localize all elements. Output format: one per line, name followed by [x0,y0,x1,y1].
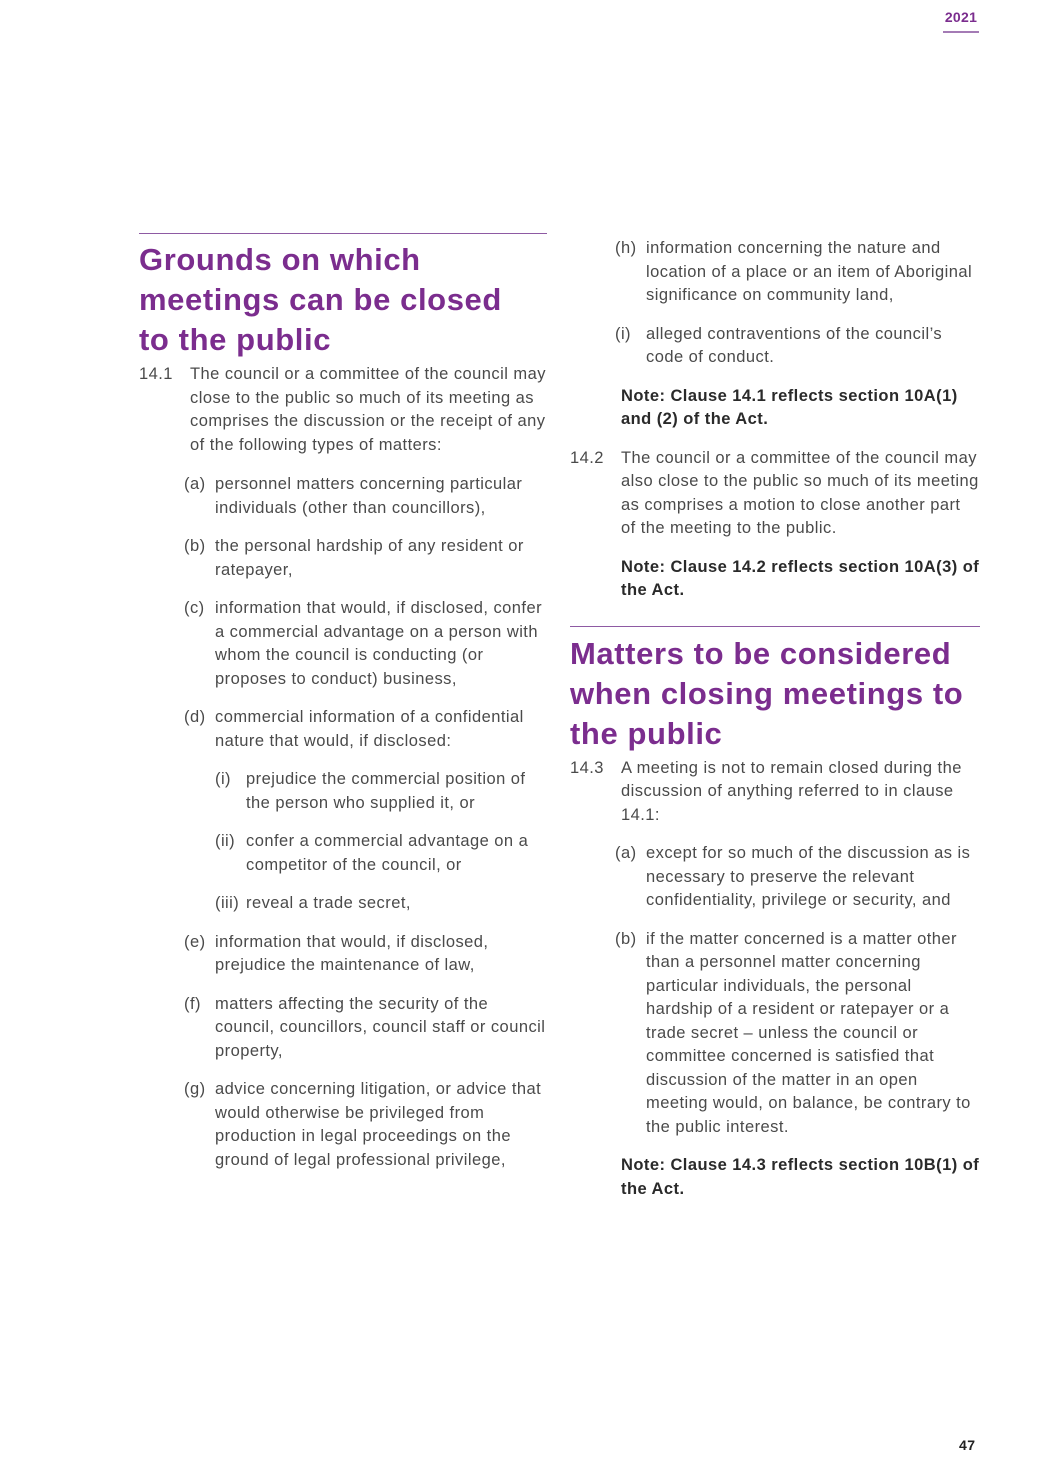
item-label: (i) [615,324,632,343]
right-column [570,237,980,1201]
note-14-3: Note: Clause 14.3 reflects section 10B(1) of the Act. [621,1156,980,1198]
item-text: confer a commercial advantage on a competitor of the council, or [246,832,529,874]
sub-list-item [215,768,547,815]
item-text: alleged contraventions of the council’s code of conduct. [646,324,943,366]
list-item [615,842,980,913]
clause-number: 14.1 [139,365,173,383]
list-item [184,993,547,1064]
list-item [615,928,980,1140]
item-text: advice concerning litigation, or advice that would otherwise be privileged from production in legal proceedings on the ground of legal professional privilege, [215,1080,542,1169]
item-label: (i) [215,770,232,788]
item-label: (b) [615,929,637,948]
note-14-1: Note: Clause 14.1 reflects section 10A(1) and (2) of the Act. [621,386,958,428]
clause-text: The council or a committee of the council may close to the public so much of its meeting as comprises the discussion or the receipt of any of the following types of matters: [190,365,546,454]
clause-14-2 [570,447,980,541]
section-heading-matters: Matters to be considered when closing meetings to the public [570,635,964,751]
list-item [184,931,547,978]
section-divider [570,626,980,627]
item-text: except for so much of the discussion as is necessary to preserve the relevant confidentiality, privilege or security, and [646,844,971,909]
item-text: matters affecting the security of the council, councillors, council staff or council property, [215,994,546,1060]
item-text: commercial information of a confidential nature that would, if disclosed: [215,708,524,750]
item-text: personnel matters concerning particular individuals (other than councillors), [215,475,523,517]
item-label: (e) [184,932,206,951]
page-number: 47 [959,1437,976,1453]
list-item [184,535,547,582]
item-label: (a) [184,475,206,493]
item-text: if the matter concerned is a matter other than a personnel matter concerning particular individuals, the personal hardship of a resident or ratepayer or a trade secret – unless the council or committee concerned is satisfied that discussion of the matter in an open meeting would, on balance, be contrary to the public interest. [646,929,971,1136]
list-item [184,706,547,753]
list-item [615,237,980,308]
item-label: (iii) [215,894,240,912]
clause-14-1 [139,363,547,457]
clause-text: A meeting is not to remain closed during the discussion of anything referred to in clause 14.1: [621,758,962,824]
list-item [184,1078,547,1172]
list-item [184,597,547,691]
item-label: (ii) [215,832,236,850]
item-label: (c) [184,599,205,617]
item-label: (d) [184,708,206,726]
clause-number: 14.3 [570,758,604,777]
note-14-2: Note: Clause 14.2 reflects section 10A(3) of the Act. [621,557,980,599]
clause-text: The council or a committee of the council may also close to the public so much of its meeting as comprises a motion to close another part of the meeting to the public. [621,448,979,537]
sub-list-item [215,892,547,916]
list-item [184,473,547,520]
item-text: information that would, if disclosed, confer a commercial advantage on a person with whom the council is conducting (or proposes to conduct) business, [215,599,543,688]
item-text: reveal a trade secret, [246,894,411,912]
item-label: (g) [184,1080,206,1098]
list-item [615,323,980,370]
item-text: information concerning the nature and location of a place or an item of Aboriginal significance on community land, [646,239,973,304]
section-heading-grounds: Grounds on which meetings can be closed to the public [139,242,502,357]
sub-list-item [215,830,547,877]
clause-number: 14.2 [570,448,604,467]
item-label: (a) [615,844,637,862]
item-text: information that would, if disclosed, prejudice the maintenance of law, [215,932,489,974]
left-column [139,233,547,1172]
document-year: 2021 [943,9,979,33]
clause-14-3 [570,757,980,828]
item-text: prejudice the commercial position of the person who supplied it, or [246,770,526,812]
item-label: (b) [184,537,206,555]
item-label: (h) [615,239,637,257]
section-divider [139,233,547,234]
item-text: the personal hardship of any resident or ratepayer, [215,537,524,579]
item-label: (f) [184,994,201,1013]
